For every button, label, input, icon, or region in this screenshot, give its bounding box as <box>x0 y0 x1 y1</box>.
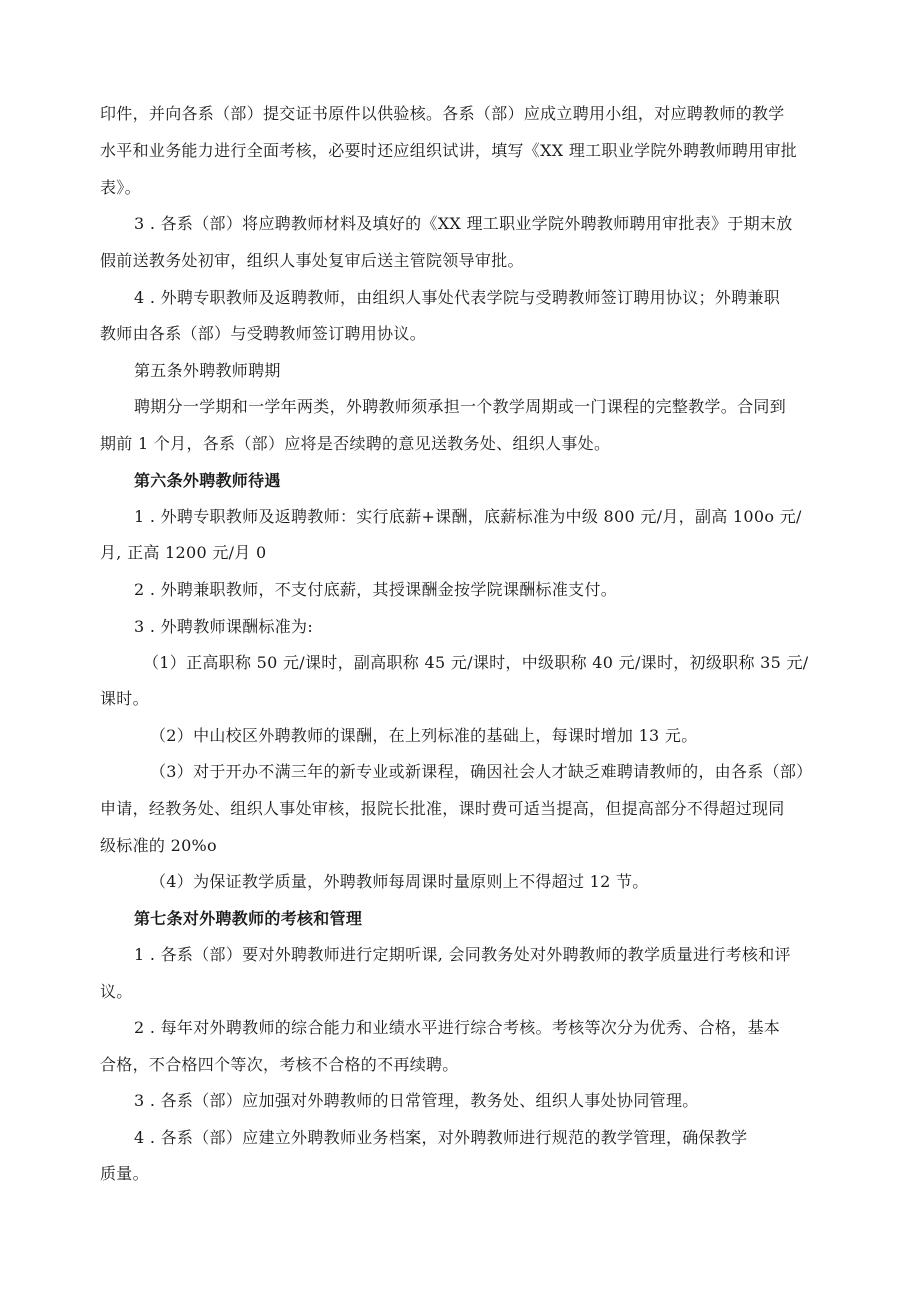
body-line: 3 . 外聘教师课酬标准为: <box>134 617 314 636</box>
body-line: 1 . 外聘专职教师及返聘教师：实行底薪+课酬，底薪标准为中级 800 元/月，副高 100o 元/ <box>134 507 802 526</box>
body-line: 假前送教务处初审，组织人事处复审后送主管院领导审批。 <box>100 251 524 270</box>
body-line: 教师由各系（部）与受聘教师签订聘用协议。 <box>100 324 427 343</box>
body-line: 课时。 <box>100 689 149 708</box>
body-line: 聘期分一学期和一学年两类，外聘教师须承担一个教学周期或一门课程的完整教学。合同到 <box>134 397 787 416</box>
body-line: 1 . 各系（部）要对外聘教师进行定期听课, 会同教务处对外聘教师的教学质量进行考核和评 <box>134 945 791 964</box>
body-line: （4）为保证教学质量，外聘教师每周课时量原则上不得超过 12 节。 <box>150 872 649 891</box>
body-line: 2 . 每年对外聘教师的综合能力和业绩水平进行综合考核。考核等次分为优秀、合格，基本 <box>134 1018 781 1037</box>
section-heading: 第五条外聘教师聘期 <box>134 361 281 380</box>
body-line: 月, 正高 1200 元/月 0 <box>100 543 267 562</box>
section-heading: 第七条对外聘教师的考核和管理 <box>134 909 363 928</box>
body-line: 申请，经教务处、组织人事处审核，报院长批准，课时费可适当提高，但提高部分不得超过现同 <box>100 799 785 818</box>
body-line: 3 . 各系（部）应加强对外聘教师的日常管理，教务处、组织人事处协同管理。 <box>134 1091 699 1110</box>
body-line: 4 . 外聘专职教师及返聘教师，由组织人事处代表学院与受聘教师签订聘用协议；外聘兼职 <box>134 288 781 307</box>
body-line: 质量。 <box>100 1164 149 1183</box>
body-line: 表》。 <box>100 178 141 197</box>
body-line: 4 . 各系（部）应建立外聘教师业务档案，对外聘教师进行规范的教学管理，确保教学 <box>134 1128 748 1147</box>
body-line: （1）正高职称 50 元/课时，副高职称 45 元/课时，中级职称 40 元/课时，初级职称 35 元/ <box>143 653 809 672</box>
body-line: 合格，不合格四个等次，考核不合格的不再续聘。 <box>100 1055 459 1074</box>
body-line: 2 . 外聘兼职教师，不支付底薪，其授课酬金按学院课酬标准支付。 <box>134 580 618 599</box>
body-line: （2）中山校区外聘教师的课酬，在上列标准的基础上，每课时增加 13 元。 <box>150 726 698 745</box>
body-line: （3）对于开办不满三年的新专业或新课程，确因社会人才缺乏难聘请教师的，由各系（部） <box>150 762 813 781</box>
body-line: 议。 <box>100 982 133 1001</box>
body-line: 印件，并向各系（部）提交证书原件以供验核。各系（部）应成立聘用小组，对应聘教师的教学 <box>100 104 785 123</box>
body-line: 水平和业务能力进行全面考核，必要时还应组织试讲，填写《XX 理工职业学院外聘教师聘用审批 <box>100 141 798 160</box>
body-line: 3 . 各系（部）将应聘教师材料及填好的《XX 理工职业学院外聘教师聘用审批表》于期末放 <box>134 214 793 233</box>
body-line: 期前 1 个月，各系（部）应将是否续聘的意见送教务处、组织人事处。 <box>100 434 611 453</box>
body-line: 级标准的 20%o <box>100 836 217 855</box>
section-heading: 第六条外聘教师待遇 <box>134 471 281 490</box>
